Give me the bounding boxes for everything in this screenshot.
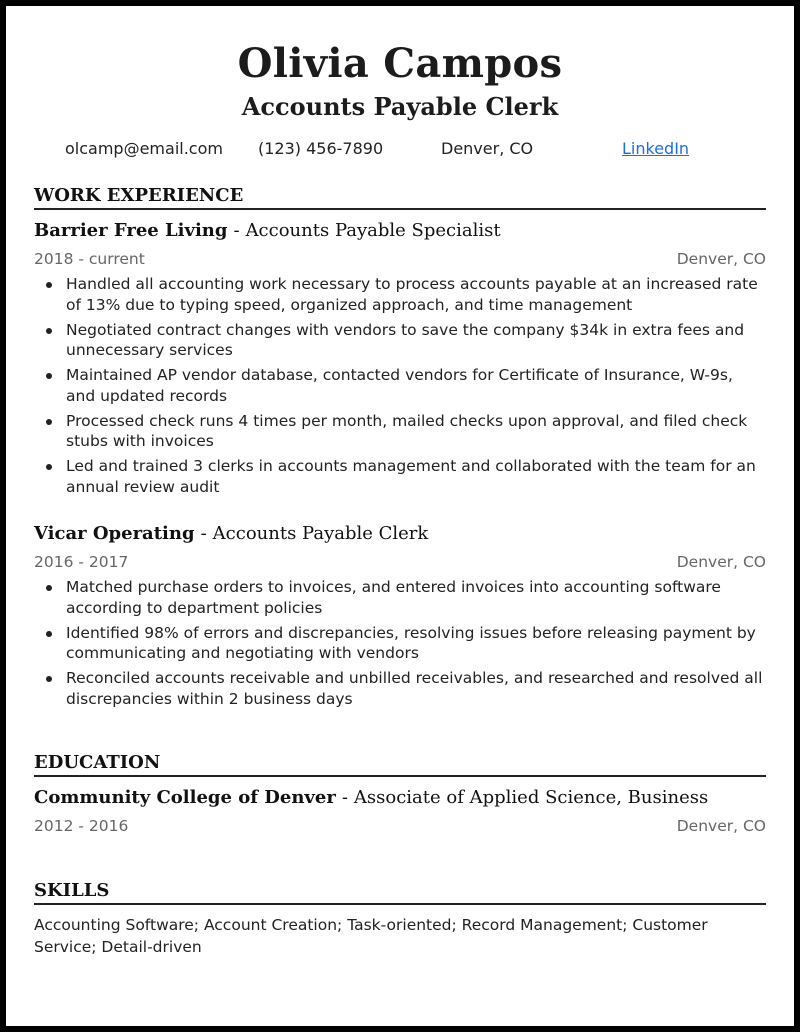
phone-text: (123) 456-7890 — [258, 139, 384, 158]
job-1-meta — [34, 250, 766, 268]
candidate-name: Olivia Campos — [237, 40, 563, 87]
education-location: Denver, CO — [676, 817, 766, 835]
job-2-company: Vicar Operating — [34, 523, 195, 544]
education-degree: Associate of Applied Science, Business — [353, 787, 709, 808]
list-item: Reconciled accounts receivable and unbilled receivables, and researched and resolved all discrepancies within 2 business days — [34, 668, 766, 709]
resume-page — [6, 6, 794, 1026]
work-experience-heading: WORK EXPERIENCE — [34, 185, 766, 210]
job-2-header: Vicar Operating - Accounts Payable Clerk — [34, 523, 429, 544]
education-header: Community College of Denver - Associate of Applied Science, Business — [34, 787, 709, 808]
job-2-dates: 2016 - 2017 — [34, 553, 129, 571]
location-text: Denver, CO — [441, 139, 534, 158]
education-meta — [34, 817, 766, 835]
job-2-meta — [34, 553, 766, 571]
job-2-role: Accounts Payable Clerk — [212, 523, 429, 544]
candidate-title: Accounts Payable Clerk — [241, 92, 559, 121]
skills-heading: SKILLS — [34, 880, 766, 905]
skills-text: Accounting Software; Account Creation; Task-oriented; Record Management; Customer Service; Detail-driven — [34, 916, 708, 956]
job-1-role: Accounts Payable Specialist — [245, 220, 501, 241]
education-dates: 2012 - 2016 — [34, 817, 129, 835]
job-2-bullets — [34, 577, 766, 714]
job-1-bullets — [34, 274, 766, 502]
contact-line — [34, 139, 766, 161]
linkedin-link[interactable]: LinkedIn — [622, 139, 690, 158]
job-1-dates: 2018 - current — [34, 250, 145, 268]
list-item: Handled all accounting work necessary to process accounts payable at an increased rate of 13% due to typing speed, organized approach, and time management — [34, 274, 766, 315]
job-1-header: Barrier Free Living - Accounts Payable Specialist — [34, 220, 501, 241]
list-item: Matched purchase orders to invoices, and entered invoices into accounting software according to department policies — [34, 577, 766, 618]
job-2-location: Denver, CO — [676, 553, 766, 571]
education-heading: EDUCATION — [34, 752, 766, 777]
job-1-company: Barrier Free Living — [34, 220, 228, 241]
job-1-location: Denver, CO — [676, 250, 766, 268]
list-item: Identified 98% of errors and discrepancies, resolving issues before releasing payment by communicating and negotiating with vendors — [34, 623, 766, 664]
list-item: Negotiated contract changes with vendors to save the company $34k in extra fees and unnecessary services — [34, 320, 766, 361]
education-school: Community College of Denver — [34, 787, 336, 808]
list-item: Led and trained 3 clerks in accounts management and collaborated with the team for an annual review audit — [34, 456, 766, 497]
list-item: Processed check runs 4 times per month, mailed checks upon approval, and filed check stubs with invoices — [34, 411, 766, 452]
email-text: olcamp@email.com — [65, 139, 223, 158]
list-item: Maintained AP vendor database, contacted vendors for Certificate of Insurance, W-9s, and updated records — [34, 365, 766, 406]
